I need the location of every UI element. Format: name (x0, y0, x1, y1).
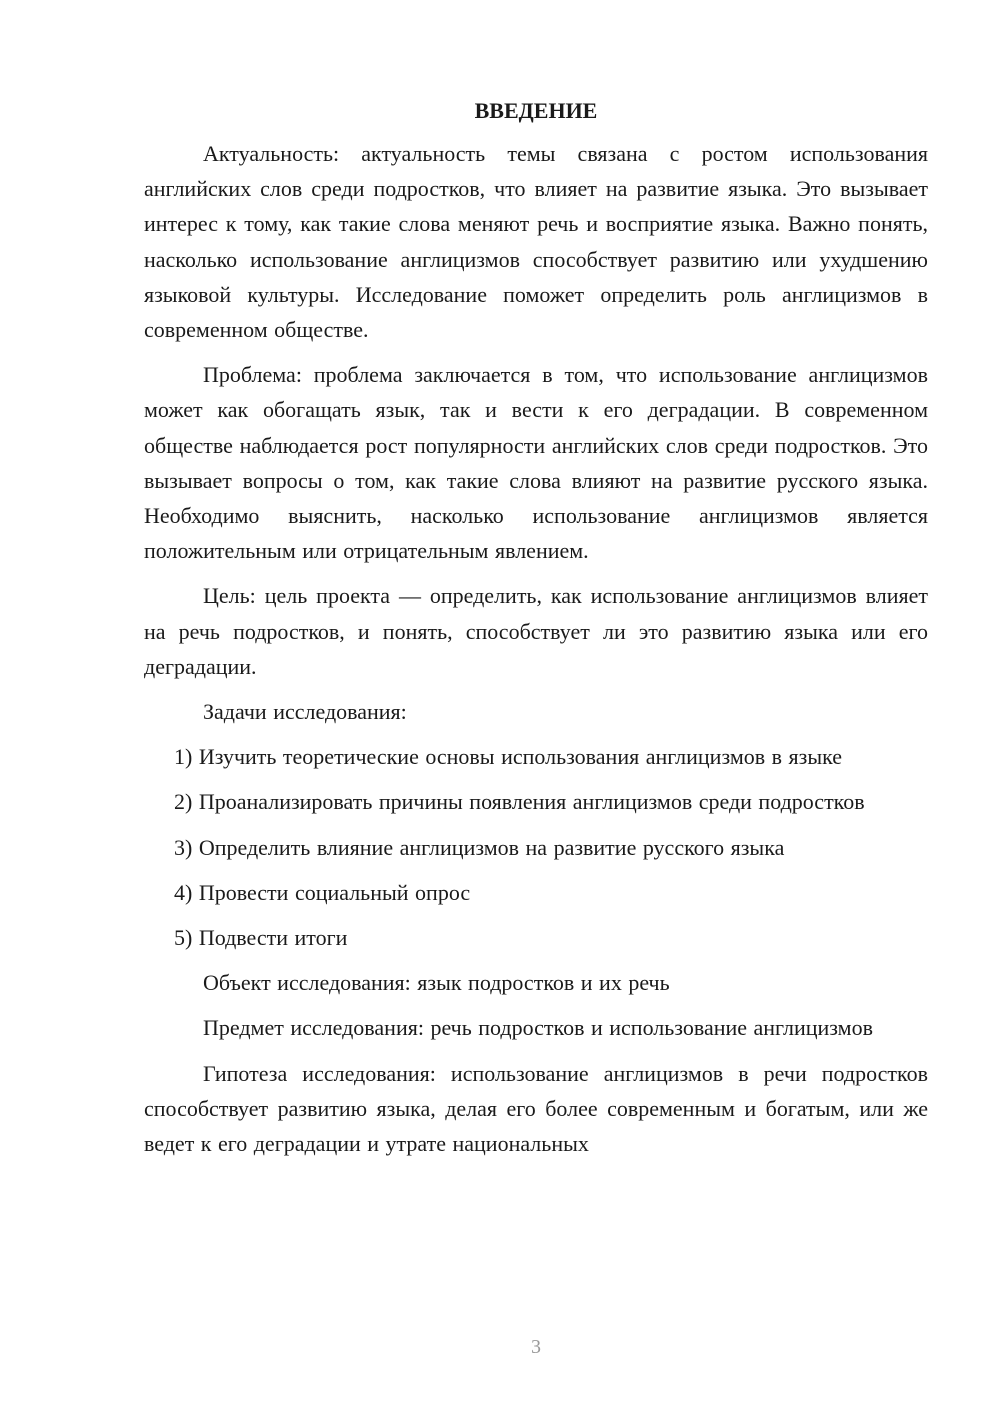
task-item-2: 2) Проанализировать причины появления англицизмов среди подростков (174, 789, 865, 815)
goal-paragraph: Цель: цель проекта — определить, как использование англицизмов влияет на речь подростков, и понять, способствует ли это развитию языка или его деградации. (144, 583, 928, 679)
task-item-5: 5) Подвести итоги (174, 925, 348, 951)
task-item-4: 4) Провести социальный опрос (174, 879, 471, 905)
problem-paragraph: Проблема: проблема заключается в том, что использование англицизмов может как обогащать язык, так и вести к его деградации. В современном обществе наблюдается рост популярности английских слов среди подростков. Это вызывает вопросы о том, как такие слова влияют на развитие русского языка. Необходимо выяснить, насколько использование англицизмов является положительным или отрицательным явлением. (144, 362, 928, 564)
task-item-1: 1) Изучить теоретические основы использования англицизмов в языке (174, 744, 843, 770)
tasks-heading: Задачи исследования: (203, 699, 407, 725)
page-number: 3 (531, 1336, 541, 1358)
page-content (144, 94, 928, 1171)
section-title: ВВЕДЕНИЕ (474, 98, 598, 123)
subject-paragraph: Предмет исследования: речь подростков и использование англицизмов (203, 1015, 873, 1041)
object-paragraph: Объект исследования: язык подростков и их речь (203, 970, 670, 996)
relevance-paragraph: Актуальность: актуальность темы связана с ростом использования английских слов среди подростков, что влияет на развитие языка. Это вызывает интерес к тому, как такие слова меняют речь и восприятие языка. Важно понять, насколько использование англицизмов способствует развитию или ухудшению языковой культуры. Исследование поможет определить роль англицизмов в современном обществе. (144, 141, 928, 343)
task-item-3: 3) Определить влияние англицизмов на развитие русского языка (174, 834, 785, 860)
hypothesis-paragraph: Гипотеза исследования: использование англицизмов в речи подростков способствует развитию языка, делая его более современным и богатым, или же ведет к его деградации и утрате национальных (144, 1060, 928, 1157)
